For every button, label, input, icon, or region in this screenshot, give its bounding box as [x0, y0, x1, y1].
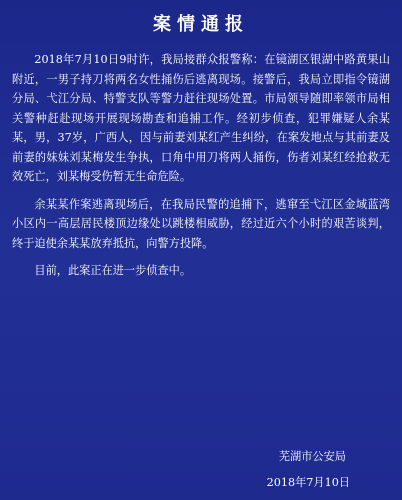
notice-title: 案情通报 — [153, 14, 249, 35]
signature-organization: 芜湖市公安局 — [278, 450, 346, 463]
notice-paragraph-incident: 2018年7月10日9时许，我局接群众报警称：在镜湖区银湖中路黄果山附近，一男子持刀将两名女性捅伤后逃离现场。接警后，我局立即指令镜湖分局、弋江分局、特警支队等警力赶往现场处置。市局领导随即率领市局相关警种赶赴现场开展现场勘查和追捕工作。经初步侦查，犯罪嫌疑人余某某，男，37岁，广西人，因与前妻刘某红产生纠纷，在案发地点与其前妻及前妻的妹妹刘某梅发生争执，口角中用刀将两人捅伤，伤者刘某红经抢救无效死亡，刘某梅受伤暂无生命危险。 — [12, 53, 390, 183]
notice-paragraph-status: 目前，此案正在进一步侦查中。 — [34, 264, 192, 277]
notice-paragraph-arrest: 余某某作案逃离现场后，在我局民警的追捕下，逃窜至弋江区金域蓝湾小区内一高层居民楼顶边缘处以跳楼相威胁，经过近六个小时的艰苦谈判，终于迫使余某某放弃抵抗，向警方投降。 — [12, 197, 390, 250]
signature-date: 2018年7月10日 — [266, 476, 350, 489]
